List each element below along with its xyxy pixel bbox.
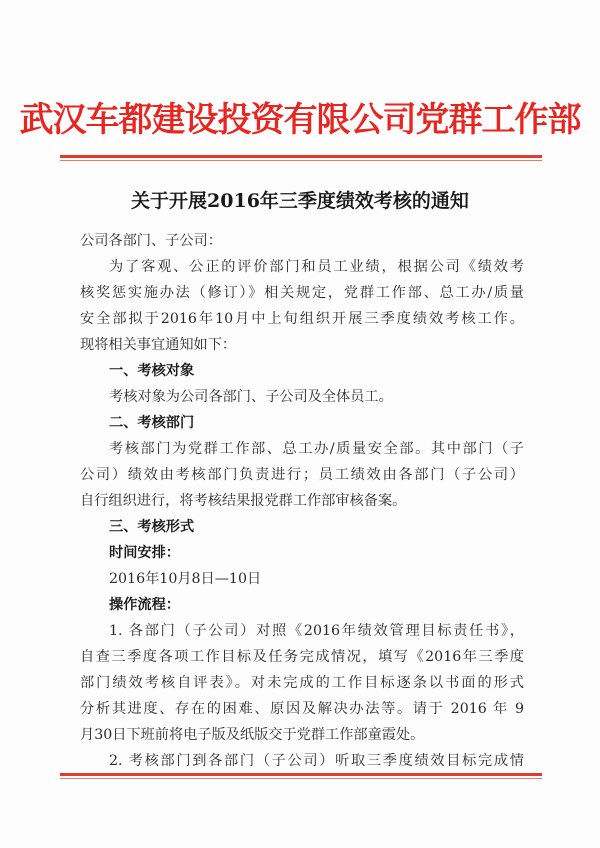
paragraph-line: 考核部门为党群工作部、总工办/质量安全部。其中部门（子: [109, 441, 524, 457]
paragraph-line: 考核对象为公司各部门、子公司及全体员工。: [109, 389, 393, 405]
footer-rule-thick: [60, 773, 542, 776]
paragraph-line: 月30日下班前将电子版及纸版交于党群工作部童霞处。: [80, 727, 425, 743]
paragraph-line: 核奖惩实施办法（修订）》相关规定，党群工作部、总工办/质量: [80, 285, 524, 301]
paragraph-line: 自行组织进行，将考核结果报党群工作部审核备案。: [80, 493, 407, 509]
section-heading: 二、考核部门: [109, 415, 195, 431]
subsection-heading: 时间安排：: [109, 545, 180, 561]
subsection-heading: 操作流程：: [109, 597, 180, 613]
section-heading: 一、考核对象: [109, 363, 195, 379]
paragraph-line: 1. 各部门（子公司）对照《2016年绩效管理目标责任书》，: [109, 623, 524, 639]
paragraph-line: 2. 考核部门到各部门（子公司）听取三季度绩效目标完成情: [109, 753, 524, 769]
paragraph-line: 公司）绩效由考核部门负责进行；员工绩效由各部门（子公司）: [80, 467, 524, 483]
document-title: 关于开展2016年三季度绩效考核的通知: [131, 190, 469, 212]
paragraph-line: 现将相关事宜通知如下：: [80, 337, 237, 353]
paragraph-line: 自查三季度各项工作目标及任务完成情况，填写《2016年三季度: [80, 649, 524, 665]
paragraph-line: 分析其进度、存在的困难、原因及解决办法等。请于 2016 年 9: [80, 701, 524, 717]
paragraph-line: 部门绩效考核自评表》。对未完成的工作目标逐条以书面的形式: [80, 675, 524, 691]
paragraph-line: 安全部拟于2016年10月中上旬组织开展三季度绩效考核工作。: [80, 311, 524, 327]
paragraph-line: 2016年10月8日—10日: [109, 571, 262, 587]
document-body: [80, 228, 524, 774]
header-rule-thick: [60, 155, 542, 158]
section-heading: 三、考核形式: [109, 519, 195, 535]
organization-letterhead: 武汉车都建设投资有限公司党群工作部: [19, 100, 581, 140]
header-rule-thin: [60, 160, 542, 161]
paragraph-line: 为了客观、公正的评价部门和员工业绩，根据公司《绩效考: [109, 259, 524, 275]
footer-rule-thin: [60, 778, 542, 779]
salutation: 公司各部门、子公司：: [80, 233, 222, 249]
